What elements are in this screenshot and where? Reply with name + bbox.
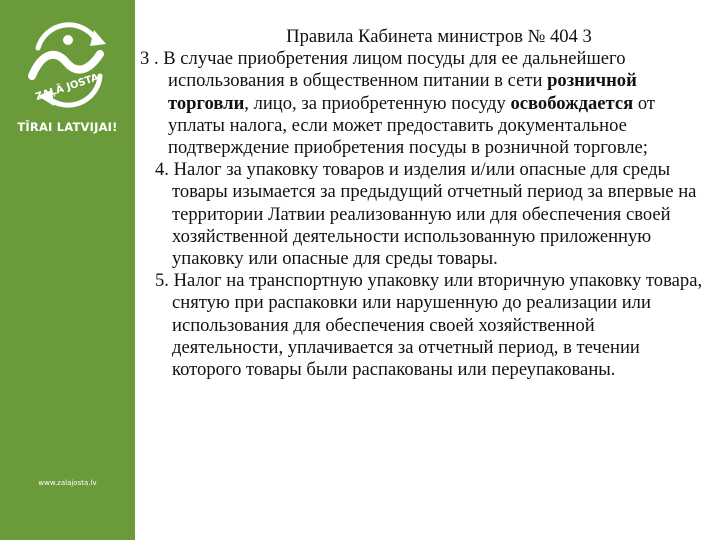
- sidebar: [0, 0, 135, 540]
- paragraph-3-text-end: от уплаты налога, если может предоставить документальное подтверждение приобретения посуды в розничной торговле;: [168, 92, 656, 159]
- paragraph-3-bold-exempt: освобождается: [510, 92, 634, 114]
- paragraph-3: [140, 48, 710, 159]
- paragraph-3-bold-retail: розничной торговли: [168, 70, 637, 114]
- paragraph-5: 5. Налог на транспортную упаковку или вторичную упаковку товара, снятую при распаковки или нарушенную до реализации или использования для обеспечения своей хозяйственной деятельности, уплачивается за отчетный период, в течении которого товары были распакованы или переупакованы.: [155, 270, 703, 381]
- sidebar-website: www.zalajosta.lv: [38, 479, 97, 487]
- document-body: [140, 26, 710, 381]
- sidebar-slogan: TĪRAI LATVIJAI!: [17, 120, 118, 134]
- paragraph-3-text: 3 . В случае приобретения лицом посуды для ее дальнейшего использования в общественном питании в сети: [140, 48, 626, 92]
- svg-text:ZAĻĀ JOSTA: ZAĻĀ JOSTA: [34, 72, 101, 104]
- zala-josta-logo-icon: [18, 18, 118, 110]
- paragraph-3-text-mid: , лицо, за приобретенную посуду: [244, 92, 511, 114]
- paragraph-4: 4. Налог за упаковку товаров и изделия и/или опасные для среды товары изымается за предыдущий отчетный период за впервые на территории Латвии реализованную или для обеспечения своей хозяйственной деятельности использованную приложенную упаковку или опасные для среды товары.: [155, 159, 697, 270]
- document-title: Правила Кабинета министров № 404 3: [286, 26, 592, 47]
